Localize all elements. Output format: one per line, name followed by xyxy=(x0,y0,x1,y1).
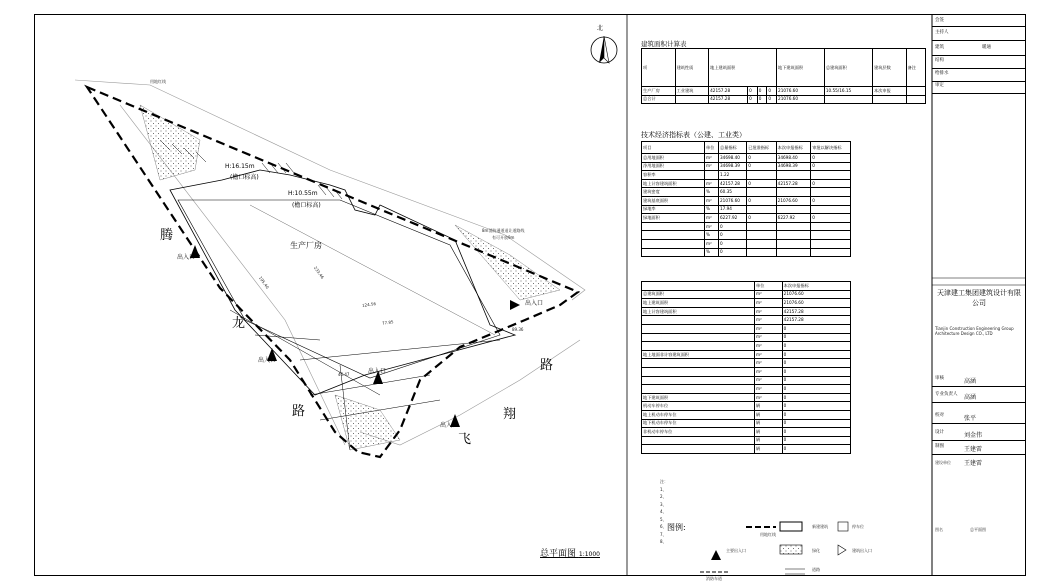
header-cell: 总建筑面积 xyxy=(824,49,872,87)
signoff-role: 审定 xyxy=(935,83,944,88)
table-cell: 21076.60 xyxy=(777,95,825,104)
table-cell: 21076.60 xyxy=(776,196,811,205)
table-cell: m² xyxy=(755,307,783,316)
table-cell xyxy=(906,95,925,104)
road-label: 翔 xyxy=(503,407,517,422)
legend-item: 停车位 xyxy=(852,524,864,529)
legend-item: 消防车道 xyxy=(706,576,722,581)
entrance-label: 出入口 xyxy=(525,300,544,307)
table-cell: 生产厂房 xyxy=(642,87,676,96)
table-cell xyxy=(776,222,811,231)
dimension-label: 195.40 xyxy=(257,275,271,290)
table-row xyxy=(642,333,851,342)
table-row xyxy=(642,385,851,394)
road-label: 腾 xyxy=(160,228,174,243)
table-cell: 0 xyxy=(718,222,746,231)
table-cell xyxy=(811,231,851,240)
table-row xyxy=(642,171,851,180)
table-cell: 工业建筑 xyxy=(675,87,709,96)
dimension-label: 46.47 xyxy=(338,372,350,377)
table-cell: 0 xyxy=(782,333,850,342)
table-cell: m² xyxy=(705,179,719,188)
table-cell: 0 xyxy=(782,367,850,376)
table-cell: 绿地面积 xyxy=(642,214,705,223)
table-cell xyxy=(642,436,755,445)
table-cell xyxy=(642,333,755,342)
table-cell xyxy=(776,239,811,248)
table2-title: 技术经济指标表（公建、工业类） xyxy=(641,131,746,139)
legend-item: 主要出入口 xyxy=(726,548,746,553)
note-item: 5、 xyxy=(660,516,667,522)
table-cell xyxy=(776,231,811,240)
table-cell: 建筑密度 xyxy=(642,188,705,197)
table-cell: 0 xyxy=(747,179,776,188)
signature-name: 张平 xyxy=(964,415,977,422)
drawing-name-label: 图名 xyxy=(935,527,943,532)
road-label: 龙 xyxy=(232,316,246,331)
header-cell: 已批准指标 xyxy=(747,142,776,154)
legend-item: 用地红线 xyxy=(760,532,776,537)
road-label: 飞 xyxy=(458,432,472,447)
table-cell: 10.55/16.15 xyxy=(824,87,872,96)
header-cell: 项目 xyxy=(642,142,705,154)
table-row xyxy=(642,95,926,104)
table-row xyxy=(642,376,851,385)
header-cell xyxy=(642,282,755,291)
header-cell: 单位 xyxy=(705,142,719,154)
note-item: 4、 xyxy=(660,509,667,514)
drawing-title: 总平面图 1:1000 xyxy=(540,549,600,559)
notes-list xyxy=(660,486,668,546)
table-row xyxy=(642,222,851,231)
table-cell: 地上计容建筑面积 xyxy=(642,179,705,188)
table-cell: m² xyxy=(705,239,719,248)
table-row xyxy=(642,231,851,240)
header-cell: 审批以解决指标 xyxy=(811,142,851,154)
table-cell: 42157.28 xyxy=(709,95,748,104)
table-cell xyxy=(747,248,776,257)
table-cell: 0 xyxy=(767,87,777,96)
table-cell: 0 xyxy=(757,95,767,104)
signoff-role: 校对 xyxy=(935,413,944,418)
table-cell: % xyxy=(705,231,719,240)
table-cell xyxy=(906,87,925,96)
table-cell: m² xyxy=(755,342,783,351)
note-item: 3、 xyxy=(660,501,667,507)
entrance-label: 出入口 xyxy=(258,357,277,364)
legend-title: 图例: xyxy=(667,523,686,532)
height-note-1: (檐口标高) xyxy=(230,174,259,181)
table-row xyxy=(642,367,851,376)
table-cell xyxy=(642,222,705,231)
table-cell: 0 xyxy=(782,436,850,445)
header-cell: 本次申报指标 xyxy=(776,142,811,154)
table-cell: 绿地率 xyxy=(642,205,705,214)
notes xyxy=(660,478,668,546)
table-cell: 0 xyxy=(782,324,850,333)
legend-item: 建筑出入口 xyxy=(852,548,872,553)
table-cell: 建筑基底面积 xyxy=(642,196,705,205)
table-row xyxy=(642,196,851,205)
road-label: 路 xyxy=(292,404,306,419)
table-cell xyxy=(642,342,755,351)
signoff-role: 给排水 xyxy=(935,71,949,76)
table-cell: 地上建筑面积 xyxy=(642,299,755,308)
table-cell: 0 xyxy=(747,154,776,163)
signature-name: 王建雷 xyxy=(964,446,983,453)
note-item: 6、 xyxy=(660,524,667,529)
table-row xyxy=(642,162,851,171)
table-cell xyxy=(811,248,851,257)
table-cell: 非机动车停车位 xyxy=(642,428,755,437)
table-cell: m² xyxy=(755,376,783,385)
table-cell: 0 xyxy=(782,393,850,402)
table-cell: 辆 xyxy=(755,419,783,428)
tech-index-rows xyxy=(642,154,851,257)
table-cell xyxy=(642,385,755,394)
table-cell: 0 xyxy=(782,359,850,368)
table-row xyxy=(642,342,851,351)
dimension-label: 77.85 xyxy=(381,319,394,326)
signature-name: 刘金伟 xyxy=(964,432,983,439)
signoff-role: 主持人 xyxy=(935,30,949,35)
table-cell: 60.35 xyxy=(718,188,746,197)
table-cell: 42157.28 xyxy=(782,307,850,316)
area-breakdown-rows xyxy=(642,290,851,453)
table-row xyxy=(642,436,851,445)
table-cell xyxy=(811,222,851,231)
table-cell xyxy=(642,376,755,385)
table-cell xyxy=(747,171,776,180)
table-cell: 21076.60 xyxy=(718,196,746,205)
entrance-label: 出入口 xyxy=(440,422,459,429)
project-label: 建设单位 xyxy=(935,460,951,465)
signoff-role: 审核 xyxy=(935,376,944,381)
table-row xyxy=(642,393,851,402)
table-cell: m² xyxy=(705,154,719,163)
dimension-label: 89.36 xyxy=(512,327,524,332)
table-cell: 42157.28 xyxy=(782,316,850,325)
signature-name: 王建雷 xyxy=(964,460,983,467)
table-cell: 0 xyxy=(811,154,851,163)
table-cell: 0 xyxy=(782,350,850,359)
table-cell: 21076.60 xyxy=(782,290,850,299)
notes-label: 注： xyxy=(660,479,668,484)
table-cell: 0 xyxy=(811,214,851,223)
header-cell: 本次申报指标 xyxy=(782,282,850,291)
table-cell: 0 xyxy=(782,419,850,428)
header-cell: 地上建筑面积 xyxy=(709,49,777,87)
table-cell: m² xyxy=(755,299,783,308)
table-cell xyxy=(675,95,709,104)
table-cell: 0 xyxy=(747,162,776,171)
table-cell: 辆 xyxy=(755,445,783,454)
note-item: 1、 xyxy=(660,486,667,492)
table-cell: 0 xyxy=(811,196,851,205)
table-row xyxy=(642,154,851,163)
table-cell: m² xyxy=(755,350,783,359)
table-cell: % xyxy=(705,248,719,257)
table-row xyxy=(642,359,851,368)
table-row xyxy=(642,419,851,428)
table-cell: 本次申报 xyxy=(873,87,907,96)
table-cell xyxy=(705,171,719,180)
table-cell: m² xyxy=(755,324,783,333)
table-cell xyxy=(811,239,851,248)
table-cell: 34698.39 xyxy=(776,162,811,171)
height-label-1: H:16.15m xyxy=(225,163,255,170)
table-cell: 21076.60 xyxy=(782,299,850,308)
company-name-en: Tianjin Construction Engineering Group Architecture Design CO., LTD xyxy=(935,326,1014,336)
table-cell: 0 xyxy=(718,239,746,248)
table-cell: 0 xyxy=(757,87,767,96)
table-cell: 总用地面积 xyxy=(642,154,705,163)
table-cell xyxy=(747,205,776,214)
table-cell: m² xyxy=(755,385,783,394)
table-row xyxy=(642,428,851,437)
note-item: 7、 xyxy=(660,531,667,537)
table-cell: 0 xyxy=(782,402,850,411)
legend-item: 绿化 xyxy=(812,548,820,553)
signoff-row xyxy=(932,374,1026,387)
setback-label: 8m消防通道退让道路线 xyxy=(482,228,525,233)
table-cell: 42157.28 xyxy=(718,179,746,188)
drawing-name: 总平面图 xyxy=(970,527,986,532)
header-cell: 项 xyxy=(642,49,676,87)
table-cell: 辆 xyxy=(755,410,783,419)
table-cell: m² xyxy=(755,290,783,299)
header-cell: 地下建筑面积 xyxy=(777,49,825,87)
header-cell: 单位 xyxy=(755,282,783,291)
table-cell xyxy=(811,205,851,214)
signoff-role: 设计 xyxy=(935,430,944,435)
signoff-role: 制图 xyxy=(935,444,944,449)
tech-index-table xyxy=(641,141,851,257)
table-row xyxy=(642,410,851,419)
table-row xyxy=(642,299,851,308)
table-cell xyxy=(811,171,851,180)
signoff-row xyxy=(932,411,1026,424)
north-label: 北 xyxy=(597,25,604,32)
table-cell xyxy=(642,324,755,333)
table-cell: m² xyxy=(755,359,783,368)
height-note-2: (檐口标高) xyxy=(292,202,321,209)
table-cell: 34698.39 xyxy=(718,162,746,171)
header-cell: 建筑层数 xyxy=(873,49,907,87)
table-cell: 地下建筑面积 xyxy=(642,393,755,402)
site-plan xyxy=(75,80,585,457)
table-cell xyxy=(642,316,755,325)
table-cell: m² xyxy=(755,333,783,342)
table-cell: m² xyxy=(705,162,719,171)
table-cell: 净用地面积 xyxy=(642,162,705,171)
dimension-label: 233.46 xyxy=(312,265,326,280)
table-cell: 21076.60 xyxy=(777,87,825,96)
table-cell: 容积率 xyxy=(642,171,705,180)
table-cell: 地下机动车停车位 xyxy=(642,419,755,428)
table-cell: 6227.92 xyxy=(718,214,746,223)
signoff-row xyxy=(932,390,1026,403)
table-cell: 0 xyxy=(767,95,777,104)
table-cell: 机动车停车位 xyxy=(642,402,755,411)
table-cell: 0 xyxy=(718,231,746,240)
table1-title: 建筑面积计算表 xyxy=(641,40,687,48)
signature-name: 高涵 xyxy=(964,378,977,385)
signoff-row xyxy=(932,56,1026,69)
table-cell: 0 xyxy=(782,385,850,394)
table-cell xyxy=(642,359,755,368)
table-cell: 17.94 xyxy=(718,205,746,214)
signoff-role: 结构 xyxy=(935,58,944,63)
signoff-value: 暖通 xyxy=(982,45,991,50)
table-row xyxy=(642,290,851,299)
table-cell: % xyxy=(705,188,719,197)
table-row xyxy=(642,307,851,316)
signoff-role: 专业负责人 xyxy=(935,392,958,397)
table-row xyxy=(642,402,851,411)
table-cell: 辆 xyxy=(755,428,783,437)
legend-item: 道路 xyxy=(812,567,820,572)
area-breakdown-table xyxy=(641,281,851,454)
signoff-role: 会签 xyxy=(935,18,944,23)
table-row xyxy=(642,316,851,325)
table-cell xyxy=(776,248,811,257)
table-cell xyxy=(642,239,705,248)
table-cell: 0 xyxy=(782,445,850,454)
area-table xyxy=(641,48,926,104)
table-cell: 42157.28 xyxy=(709,87,748,96)
table-cell: 34698.40 xyxy=(718,154,746,163)
table-cell xyxy=(776,205,811,214)
table-cell: 总建筑面积 xyxy=(642,290,755,299)
table-cell xyxy=(873,95,907,104)
table-row xyxy=(642,248,851,257)
table-cell: 0 xyxy=(811,179,851,188)
table-cell: 地上地面非计容建筑面积 xyxy=(642,350,755,359)
note-item: 2、 xyxy=(660,494,667,499)
entrance-label: 出入口 xyxy=(177,254,196,261)
table-cell: 0 xyxy=(782,410,850,419)
signature-name: 高涵 xyxy=(964,394,977,401)
table-cell xyxy=(642,367,755,376)
table-cell xyxy=(776,188,811,197)
table-cell: m² xyxy=(705,222,719,231)
dimension-label: 124.56 xyxy=(361,301,377,308)
table-row xyxy=(642,239,851,248)
table-cell xyxy=(824,95,872,104)
table-cell: m² xyxy=(705,214,719,223)
table-row xyxy=(642,87,926,96)
table-cell: % xyxy=(705,205,719,214)
table-cell: 6227.92 xyxy=(776,214,811,223)
header-cell: 建筑性质 xyxy=(675,49,709,87)
road-label: 路 xyxy=(540,358,554,373)
header-cell: 总量指标 xyxy=(718,142,746,154)
table-cell: 0 xyxy=(811,162,851,171)
building-name: 生产厂房 xyxy=(290,241,322,250)
company-name: 天津建工集团建筑设计有限公司 xyxy=(937,289,1021,307)
note-item: 8、 xyxy=(660,539,667,544)
table-row xyxy=(642,188,851,197)
table-cell xyxy=(811,188,851,197)
table-cell xyxy=(776,171,811,180)
height-label-2: H:10.55m xyxy=(288,190,318,197)
table-row xyxy=(642,179,851,188)
table-row xyxy=(642,205,851,214)
redline-label: 用地红线 xyxy=(150,79,166,84)
setback-label-2: 有可开放9m xyxy=(492,235,515,240)
table-cell: m² xyxy=(755,316,783,325)
table-row xyxy=(642,214,851,223)
table-cell xyxy=(747,239,776,248)
legend-item: 新建建筑 xyxy=(812,524,828,529)
table-cell xyxy=(642,231,705,240)
table-cell: m² xyxy=(755,367,783,376)
table-cell: 地上计容建筑面积 xyxy=(642,307,755,316)
table-row xyxy=(642,350,851,359)
table-cell: 0 xyxy=(748,95,758,104)
signoff-row xyxy=(932,16,1026,27)
table-cell: 地上机动车停车位 xyxy=(642,410,755,419)
table-cell xyxy=(747,188,776,197)
header-cell: 备注 xyxy=(906,49,925,87)
signoff-row xyxy=(932,81,1026,94)
table-cell xyxy=(747,222,776,231)
entrance-label: 出入口 xyxy=(368,368,387,375)
table-cell: 34698.40 xyxy=(776,154,811,163)
table-cell: m² xyxy=(705,196,719,205)
table-row xyxy=(642,445,851,454)
table-cell: 42157.28 xyxy=(776,179,811,188)
signoff-row xyxy=(932,43,1026,56)
table-row xyxy=(642,324,851,333)
table-cell xyxy=(747,231,776,240)
table-cell: m² xyxy=(755,393,783,402)
table-cell xyxy=(642,445,755,454)
table-cell: 1.22 xyxy=(718,171,746,180)
table-cell xyxy=(642,248,705,257)
table-cell: 0 xyxy=(747,214,776,223)
north-arrow xyxy=(591,36,617,63)
table-cell: 辆 xyxy=(755,436,783,445)
signoff-row xyxy=(932,28,1026,41)
table-cell: 0 xyxy=(782,376,850,385)
table-cell: 0 xyxy=(748,87,758,96)
signoff-role: 建筑 xyxy=(935,45,944,50)
table-cell: 0 xyxy=(747,196,776,205)
table-cell: 辆 xyxy=(755,402,783,411)
table-cell: 总合计 xyxy=(642,95,676,104)
table-cell: 0 xyxy=(782,428,850,437)
table-cell: 0 xyxy=(782,342,850,351)
table-cell: 0 xyxy=(718,248,746,257)
